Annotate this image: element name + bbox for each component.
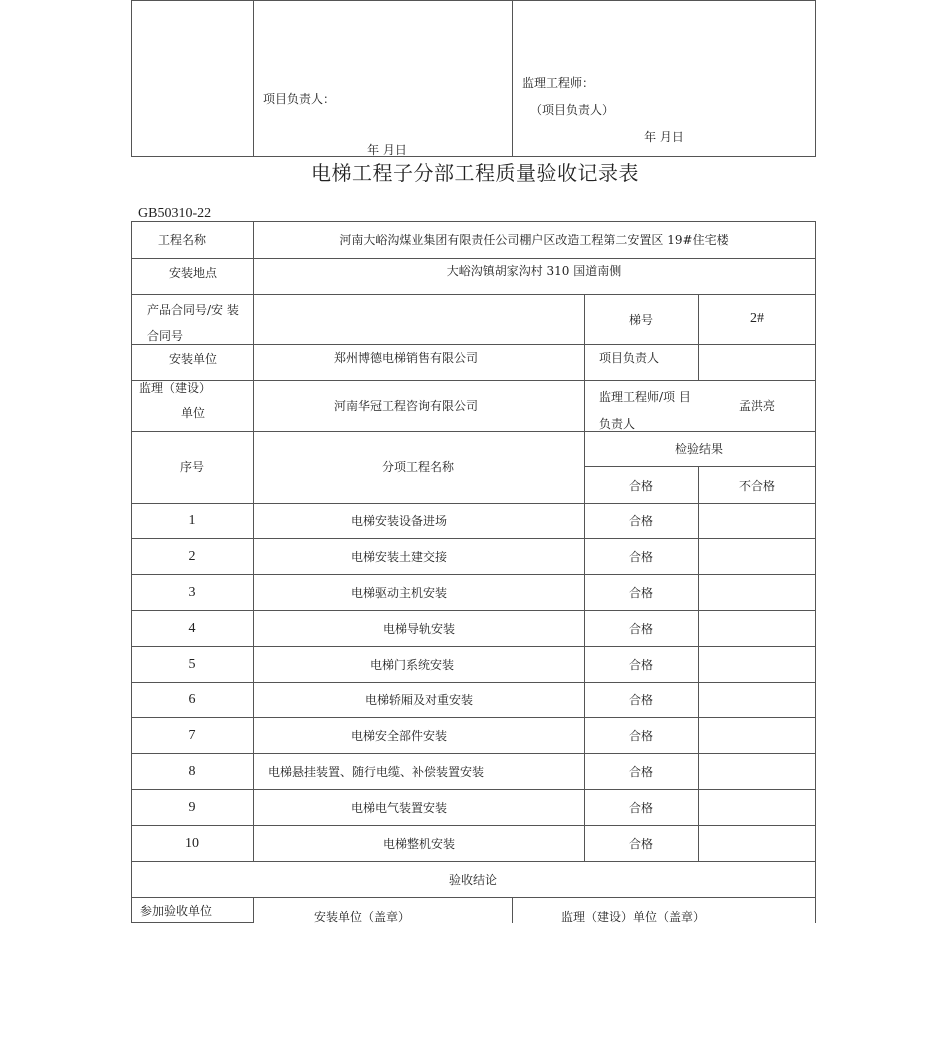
row-number: 5 [188, 657, 196, 672]
pass-header: 合格 [628, 479, 654, 493]
result-header: 检验结果 [674, 442, 724, 456]
supervisor-label-line2: 负责人 [599, 417, 636, 431]
project-name-label: 工程名称 [157, 233, 207, 247]
row-number: 7 [188, 728, 196, 743]
row-number: 3 [188, 585, 196, 600]
row-item-name: 电梯安装设备进场 [350, 514, 448, 528]
install-unit-value: 郑州博德电梯销售有限公司 [333, 351, 479, 365]
row-pass: 合格 [628, 693, 654, 707]
elevator-no-label: 梯号 [628, 313, 654, 327]
row-number: 1 [188, 513, 196, 528]
supervision-label-line2: 单位 [181, 406, 206, 420]
row-pass: 合格 [628, 514, 654, 528]
row-number: 8 [188, 764, 196, 779]
row-item-name: 电梯驱动主机安装 [350, 586, 448, 600]
row-number: 4 [188, 621, 196, 636]
participants-label: 参加验收单位 [140, 904, 213, 918]
row-item-name: 电梯轿厢及对重安装 [364, 693, 474, 707]
contract-label-line1: 产品合同号/安 装 [147, 303, 239, 317]
top-supervisor-sub: （项目负责人） [530, 103, 615, 117]
supervision-seal-label: 监理（建设）单位（盖章） [560, 910, 706, 924]
row-item-name: 电梯悬挂装置、随行电缆、补偿装置安装 [267, 765, 485, 779]
install-seal-label: 安装单位（盖章） [313, 910, 411, 924]
row-number: 6 [188, 692, 196, 707]
row-item-name: 电梯电气装置安装 [350, 801, 448, 815]
row-pass: 合格 [628, 658, 654, 672]
item-name-header: 分项工程名称 [381, 460, 455, 474]
location-label: 安装地点 [168, 266, 218, 280]
standard-code: GB50310-22 [138, 206, 212, 221]
row-item-name: 电梯安全部件安装 [350, 729, 448, 743]
top-date-left: 年 月日 [367, 143, 407, 157]
supervisor-label-line1: 监理工程师/项 目 [599, 390, 691, 404]
location-value: 大峪沟镇胡家沟村 310 国道南侧 [446, 264, 622, 278]
install-project-leader-label: 项目负责人 [599, 351, 660, 365]
project-name-value: 河南大峪沟煤业集团有限责任公司棚户区改造工程第二安置区 19#住宅楼 [339, 233, 729, 247]
top-project-leader-label: 项目负责人： [263, 92, 336, 106]
row-item-name: 电梯门系统安装 [369, 658, 455, 672]
contract-label-line2: 合同号 [147, 329, 184, 343]
row-item-name: 电梯导轨安装 [382, 622, 456, 636]
row-pass: 合格 [628, 729, 654, 743]
install-unit-label: 安装单位 [168, 352, 218, 366]
seq-header: 序号 [179, 460, 205, 474]
page-title: 电梯工程子分部工程质量验收记录表 [311, 161, 639, 185]
row-pass: 合格 [628, 837, 654, 851]
conclusion-label: 验收结论 [448, 873, 498, 887]
row-number: 2 [188, 549, 196, 564]
row-number: 9 [188, 800, 196, 815]
row-pass: 合格 [628, 765, 654, 779]
row-pass: 合格 [628, 801, 654, 815]
fail-header: 不合格 [738, 479, 776, 493]
row-pass: 合格 [628, 622, 654, 636]
row-number: 10 [185, 836, 199, 851]
supervisor-value: 孟洪亮 [738, 399, 776, 413]
row-item-name: 电梯安装土建交接 [350, 550, 448, 564]
supervision-label-line1: 监理（建设） [139, 381, 212, 395]
row-pass: 合格 [628, 550, 654, 564]
row-item-name: 电梯整机安装 [382, 837, 456, 851]
supervision-unit-value: 河南华冠工程咨询有限公司 [333, 399, 479, 413]
row-pass: 合格 [628, 586, 654, 600]
top-supervisor-label: 监理工程师： [522, 76, 595, 90]
top-date-right: 年 月日 [644, 130, 684, 144]
elevator-no-value: 2# [750, 311, 764, 326]
